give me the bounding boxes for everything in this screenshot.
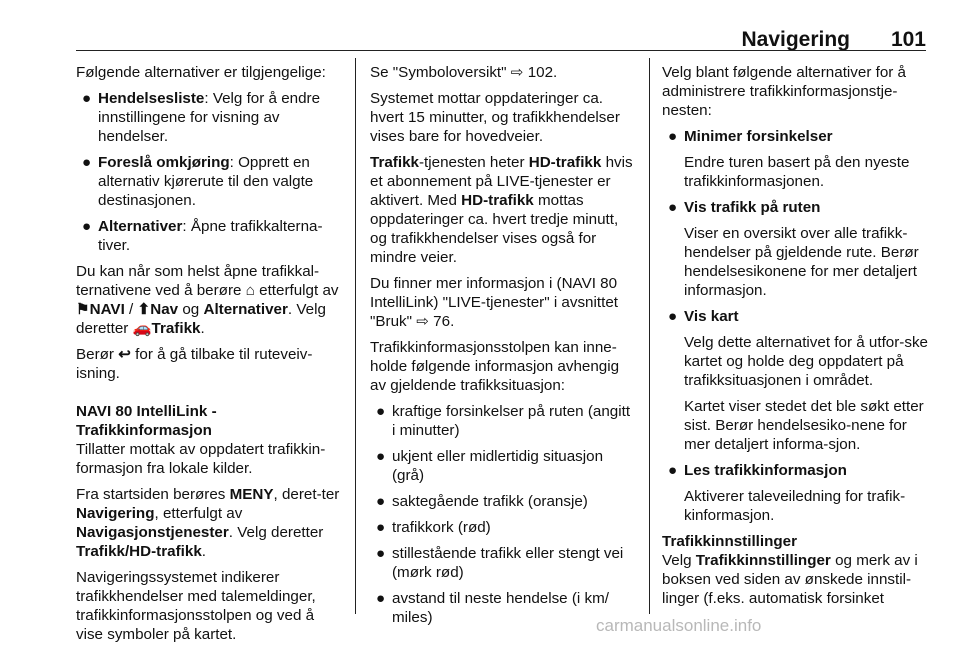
term: Trafikk/HD-trafikk — [76, 543, 202, 560]
paragraph — [76, 262, 344, 338]
term: Vis trafikk på ruten — [684, 199, 821, 216]
paragraph: Systemet mottar oppdateringer ca. hvert 15 minutter, og trafikkhendelser vises bare for hovedveier. — [370, 90, 620, 145]
paragraph: Du finner mer informasjon i (NAVI 80 IntelliLink) "LIVE-tjenester" i avsnittet "Bruk" ⇨ 76. — [370, 275, 618, 330]
column-1 — [76, 63, 344, 651]
text: / — [129, 301, 134, 318]
term-text: : Åpne trafikkalterna-tiver. — [98, 218, 323, 254]
text: , deret-ter — [273, 486, 340, 503]
traffic-car-icon: 🚗 — [132, 320, 152, 337]
term-text: : Opprett en alternativ kjørerute til den valgte destinasjonen. — [98, 154, 314, 209]
list-item — [76, 153, 344, 210]
item-text: kraftige forsinkelser på ruten (angitt i minutter) — [392, 403, 631, 439]
text: for å gå tilbake til ruteveiv-isning. — [76, 346, 313, 382]
column-2 — [370, 63, 636, 634]
bullet-dot: ● — [82, 90, 92, 107]
item-description: Aktiverer taleveiledning for trafik-kinformasjon. — [684, 488, 906, 524]
term: Alternativer — [98, 218, 183, 235]
section-heading: Trafikkinnstillinger — [662, 533, 798, 550]
term: NAVI — [89, 301, 125, 318]
paragraph: Trafikkinformasjonsstolpen kan inne-holde følgende informasjon avhengig av gjeldende trafikksituasjon: — [370, 339, 620, 394]
paragraph: Se "Symboloversikt" ⇨ 102. — [370, 64, 558, 81]
item-description: Velg dette alternativet for å utfor-ske kartet og holde deg oppdatert på trafikksituasjonen i området. — [684, 334, 928, 389]
term-text: : Velg for å endre innstillingene for visning av hendelser. — [98, 90, 321, 145]
list-item — [76, 89, 344, 146]
term: Hendelsesliste — [98, 90, 205, 107]
list-item — [370, 492, 636, 511]
bullet-dot: ● — [668, 199, 678, 216]
list-item — [370, 518, 636, 537]
term: Les trafikkinformasjon — [684, 462, 847, 479]
text: etterfulgt av — [259, 282, 339, 299]
list-item — [76, 217, 344, 255]
bullet-dot: ● — [376, 590, 386, 607]
text: Berør — [76, 346, 114, 363]
column-divider-2 — [649, 58, 650, 614]
spacer — [76, 390, 344, 402]
list-item — [662, 461, 928, 480]
text: , etterfulgt av — [154, 505, 243, 522]
text: og — [182, 301, 200, 318]
back-arrow-icon: ↩ — [118, 346, 131, 363]
item-text: stillestående trafikk eller stengt vei (mørk rød) — [392, 545, 624, 581]
term: Navigasjonstjenester — [76, 524, 229, 541]
text: og merk av i boksen ved siden av ønskede innstil-linger (f.eks. automatisk forsinket — [662, 552, 918, 607]
text: mottas oppdateringer ca. hvert tredje minutt, og trafikkhendelser vises også for mindre veier. — [370, 192, 619, 266]
item-text: avstand til neste hendelse (i km/ miles) — [392, 590, 609, 626]
term: Vis kart — [684, 308, 739, 325]
term: Alternativer — [203, 301, 288, 318]
list-item — [662, 307, 928, 326]
text: . — [201, 543, 206, 560]
list-item — [370, 402, 636, 440]
item-text: trafikkork (rød) — [392, 519, 491, 536]
page-header — [76, 28, 926, 50]
text: -tjenesten heter — [418, 154, 525, 171]
arrow-up-icon: ⬆ — [137, 301, 151, 318]
bullet-dot: ● — [668, 128, 678, 145]
watermark: carmanualsonline.info — [596, 616, 762, 635]
home-icon: ⌂ — [245, 282, 255, 299]
term: Trafikk — [370, 154, 419, 171]
bullet-dot: ● — [376, 403, 386, 420]
column-3 — [662, 63, 928, 615]
term: Foreslå omkjøring — [98, 154, 230, 171]
list-item — [662, 127, 928, 146]
term: Navigering — [76, 505, 155, 522]
term: HD-trafikk — [461, 192, 534, 209]
bullet-dot: ● — [376, 519, 386, 536]
bullet-dot: ● — [668, 462, 678, 479]
page-number: 101 — [890, 28, 926, 51]
term: Nav — [150, 301, 179, 318]
paragraph: Navigeringssystemet indikerer trafikkhendelser med talemeldinger, trafikkinformasjonsstolpen og ved å vise symboler på kartet. — [76, 569, 316, 643]
term: Trafikkinnstillinger — [695, 552, 831, 569]
text: hvis et abonnement på LIVE-tjenester er aktivert. Med — [370, 154, 633, 209]
text: . Velg deretter — [76, 301, 326, 337]
item-description: Viser en oversikt over alle trafikk-hendelser på gjeldende rute. Berør hendelsesikonene for mer detaljert informasjon. — [684, 225, 919, 299]
bullet-dot: ● — [668, 308, 678, 325]
bullet-dot: ● — [376, 448, 386, 465]
paragraph — [370, 153, 636, 267]
item-description: Kartet viser stedet det ble søkt etter sist. Berør hendelsesiko-nene for mer detaljert informa-sjon. — [684, 398, 924, 453]
paragraph: Tillatter mottak av oppdatert trafikkin-formasjon fra lokale kilder. — [76, 441, 326, 477]
section-heading: NAVI 80 IntelliLink - Trafikkinformasjon — [76, 403, 217, 439]
term: Minimer forsinkelser — [684, 128, 833, 145]
list-item — [662, 198, 928, 217]
column-divider-1 — [355, 58, 356, 614]
bullet-dot: ● — [376, 545, 386, 562]
paragraph — [76, 485, 344, 561]
intro-text: Følgende alternativer er tilgjengelige: — [76, 64, 326, 81]
item-text: ukjent eller midlertidig situasjon (grå) — [392, 448, 604, 484]
header-rule — [76, 50, 926, 51]
text: . — [200, 320, 205, 337]
bullet-dot: ● — [82, 218, 92, 235]
text: Du kan når som helst åpne trafikkal-ternativene ved å berøre — [76, 263, 320, 299]
term: Trafikk — [151, 320, 201, 337]
list-item — [370, 447, 636, 485]
intro-text: Velg blant følgende alternativer for å administrere trafikkinformasjonstje-nesten: — [662, 64, 906, 119]
item-description: Endre turen basert på den nyeste trafikkinformasjonen. — [684, 154, 910, 190]
page-title: Navigering — [741, 28, 850, 51]
text: . Velg deretter — [228, 524, 324, 541]
paragraph — [662, 551, 928, 608]
flag-icon: ⚑ — [76, 301, 90, 318]
item-text: saktegående trafikk (oransje) — [392, 493, 588, 510]
bullet-dot: ● — [376, 493, 386, 510]
text: Fra startsiden berøres — [76, 486, 226, 503]
list-item — [370, 544, 636, 582]
term: HD-trafikk — [528, 154, 602, 171]
bullet-dot: ● — [82, 154, 92, 171]
text: Velg — [662, 552, 692, 569]
paragraph — [76, 345, 344, 383]
term: MENY — [229, 486, 274, 503]
